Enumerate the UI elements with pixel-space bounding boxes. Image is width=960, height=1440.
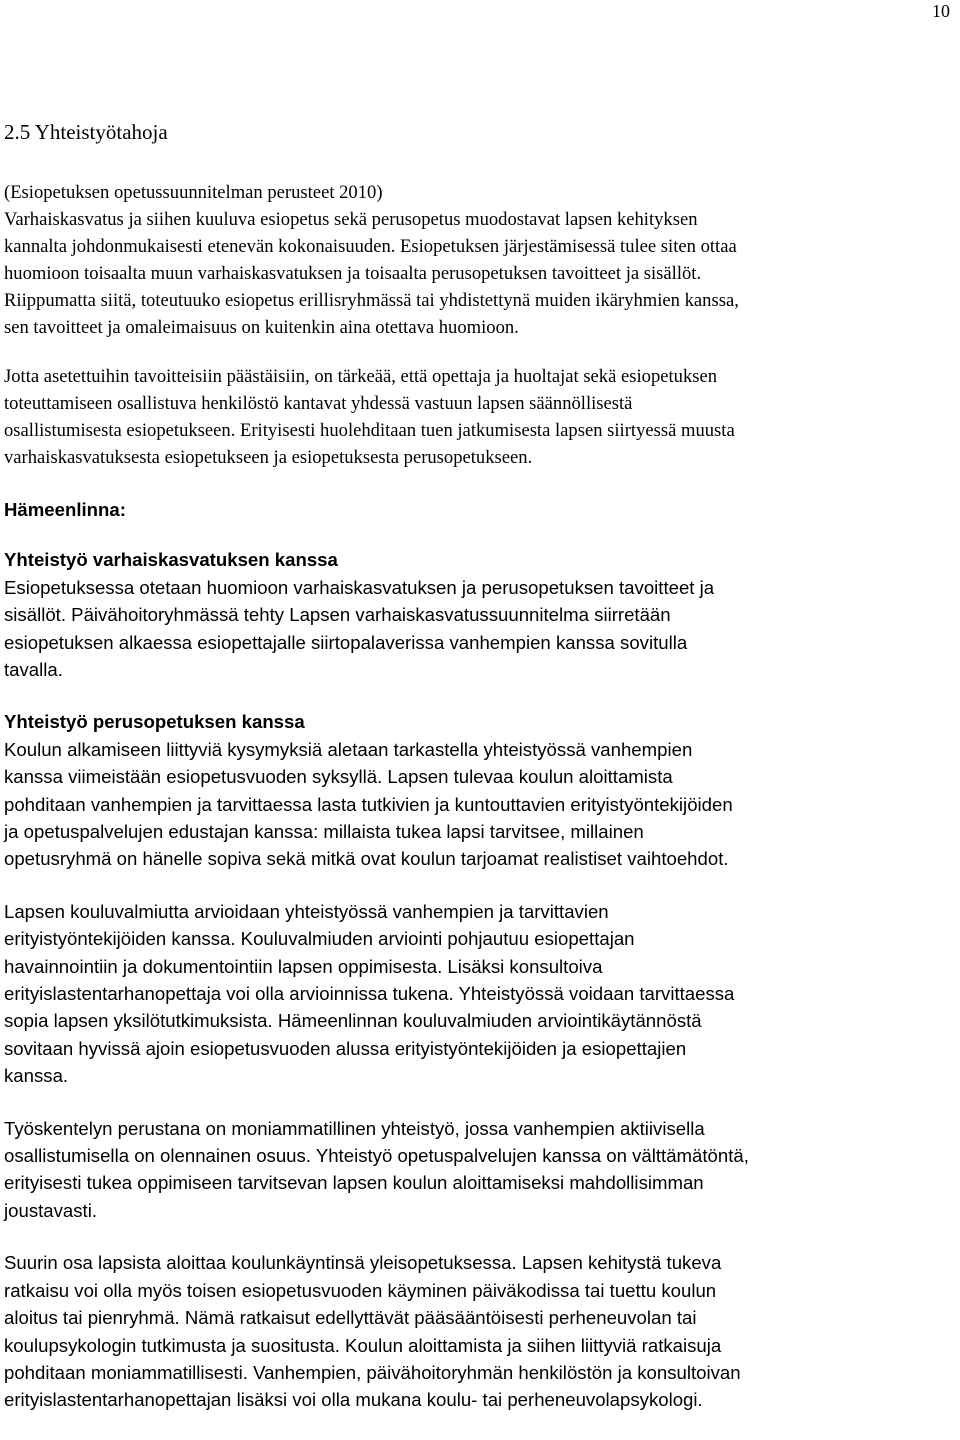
- text-line: tavalla.: [4, 658, 63, 680]
- text-line: kanssa viimeistään esiopetusvuoden syksyllä. Lapsen tulevaa koulun aloittamista: [4, 766, 673, 788]
- text-line: Riippumatta siitä, toteutuuko esiopetus erillisryhmässä tai yhdistettynä muiden ikäryhmien kanssa,: [4, 290, 739, 312]
- text-line: sovitaan hyvissä ajoin esiopetusvuoden alussa erityistyöntekijöiden ja esiopettajien: [4, 1037, 687, 1059]
- text-line: kanssa.: [4, 1065, 69, 1087]
- text-line: ja opetuspalvelujen edustajan kanssa: millaista tukea lapsi tarvitsee, millainen: [4, 821, 644, 842]
- text-line: huomioon toisaalta muun varhaiskasvatuksen ja toisaalta perusopetuksen tavoitteet ja sisällöt.: [4, 263, 702, 285]
- text-line: osallistumisella on olennainen osuus. Yhteistyö opetuspalvelujen kanssa on välttämätöntä,: [4, 1145, 749, 1167]
- text-line: pohditaan moniammatillisesti. Vanhempien, päivähoitoryhmän henkilöstön ja konsultoivan: [4, 1361, 741, 1383]
- text-line: sisällöt. Päivähoitoryhmässä tehty Lapsen varhaiskasvatussuunnitelma siirretään: [4, 604, 671, 626]
- text-line: Koulun alkamiseen liittyviä kysymyksiä aletaan tarkastella yhteistyössä vanhempien: [4, 738, 693, 760]
- text-line: sopia lapsen yksilötutkimuksista. Hämeenlinnan kouluvalmiuden arviointikäytännöstä: [4, 1010, 702, 1032]
- intro-paragraph-2: [4, 363, 954, 471]
- heading-perusopetus: Yhteistyö perusopetuksen kanssa: [4, 711, 305, 733]
- paragraph-spacer: [4, 342, 954, 363]
- page-number: 10: [932, 1, 950, 21]
- text-line: erityislastentarhanopettaja voi olla arvioinnissa tukena. Yhteistyössä voidaan tarvittaessa: [4, 983, 735, 1005]
- text-line: Työskentelyn perustana on moniammatillinen yhteistyö, jossa vanhempien aktiivisella: [4, 1117, 705, 1139]
- text-line: opetusryhmä on hänelle sopiva sekä mitkä ovat koulun tarjoamat realistiset vaihtoehdot.: [4, 848, 729, 870]
- text-line: sen tavoitteet ja omaleimaisuus on kuitenkin aina otettava huomioon.: [4, 317, 519, 339]
- document-body: [4, 118, 954, 1414]
- paragraph-varhaiskasvatus: [4, 574, 954, 684]
- text-line: aloitus tai pienryhmä. Nämä ratkaisut edellyttävät pääsääntöisesti perheneuvolan tai: [4, 1307, 697, 1329]
- text-line: Suurin osa lapsista aloittaa koulunkäyntinsä yleisopetuksessa. Lapsen kehitystä tukeva: [4, 1252, 722, 1274]
- place-heading: Hämeenlinna:: [4, 498, 126, 520]
- text-line: havainnointiin ja dokumentointiin lapsen oppimisesta. Lisäksi konsultoiva: [4, 955, 603, 977]
- text-line: ratkaisu voi olla myös toisen esiopetusvuoden käyminen päiväkodissa tai tuettu koulun: [4, 1279, 717, 1301]
- intro-paragraph-1: [4, 179, 954, 342]
- section-title: 2.5 Yhteistyötahoja: [4, 120, 168, 144]
- text-line: varhaiskasvatuksesta esiopetukseen ja esiopetuksesta perusopetukseen.: [4, 446, 533, 468]
- text-line: (Esiopetuksen opetussuunnitelman perusteet 2010): [4, 182, 383, 203]
- text-line: erityistyöntekijöiden kanssa. Kouluvalmiuden arviointi pohjautuu esiopettajan: [4, 928, 635, 950]
- text-line: toteuttamiseen osallistuva henkilöstö kantavat yhdessä vastuun lapsen säännöllisestä: [4, 392, 633, 414]
- text-line: Varhaiskasvatus ja siihen kuuluva esiopetus sekä perusopetus muodostavat lapsen kehityksen: [4, 209, 698, 231]
- text-line: Jotta asetettuihin tavoitteisiin päästäisiin, on tärkeää, että opettaja ja huoltajat sekä esiopetuksen: [4, 365, 718, 387]
- paragraph-spacer: [4, 1224, 954, 1249]
- paragraph-perusopetus-1: [4, 736, 954, 873]
- heading-varhaiskasvatus: Yhteistyö varhaiskasvatuksen kanssa: [4, 549, 338, 571]
- paragraph-spacer: [4, 873, 954, 898]
- text-line: Lapsen kouluvalmiutta arvioidaan yhteistyössä vanhempien ja tarvittavien: [4, 900, 609, 922]
- text-line: koulupsykologin tutkimusta ja suositusta. Koulun aloittamista ja siihen liittyviä ratkaisuja: [4, 1334, 722, 1356]
- text-line: esiopetuksen alkaessa esiopettajalle siirtopalaverissa vanhempien kanssa sovitulla: [4, 631, 688, 653]
- paragraph-perusopetus-3: [4, 1115, 954, 1225]
- text-line: kannalta johdonmukaisesti etenevän kokonaisuuden. Esiopetuksen järjestämisessä tulee siten ottaa: [4, 236, 737, 258]
- text-line: joustavasti.: [4, 1199, 98, 1221]
- paragraph-spacer: [4, 683, 954, 708]
- paragraph-perusopetus-2: [4, 898, 954, 1090]
- paragraph-perusopetus-4: [4, 1249, 954, 1413]
- paragraph-spacer: [4, 1090, 954, 1115]
- text-line: pohditaan vanhempien ja tarvittaessa lasta tutkivien ja kuntouttavien erityistyöntekijöiden: [4, 793, 733, 815]
- text-line: erityislastentarhanopettajan lisäksi voi olla mukana koulu- tai perheneuvolapsykologi.: [4, 1389, 703, 1411]
- text-line: erityisesti tukea oppimiseen tarvitsevan lapsen koulun aloittamiseksi mahdollisimman: [4, 1172, 704, 1194]
- text-line: Esiopetuksessa otetaan huomioon varhaiskasvatuksen ja perusopetuksen tavoitteet ja: [4, 576, 715, 598]
- text-line: osallistumisesta esiopetukseen. Erityisesti huolehditaan tuen jatkumisesta lapsen siirtyessä muusta: [4, 419, 735, 441]
